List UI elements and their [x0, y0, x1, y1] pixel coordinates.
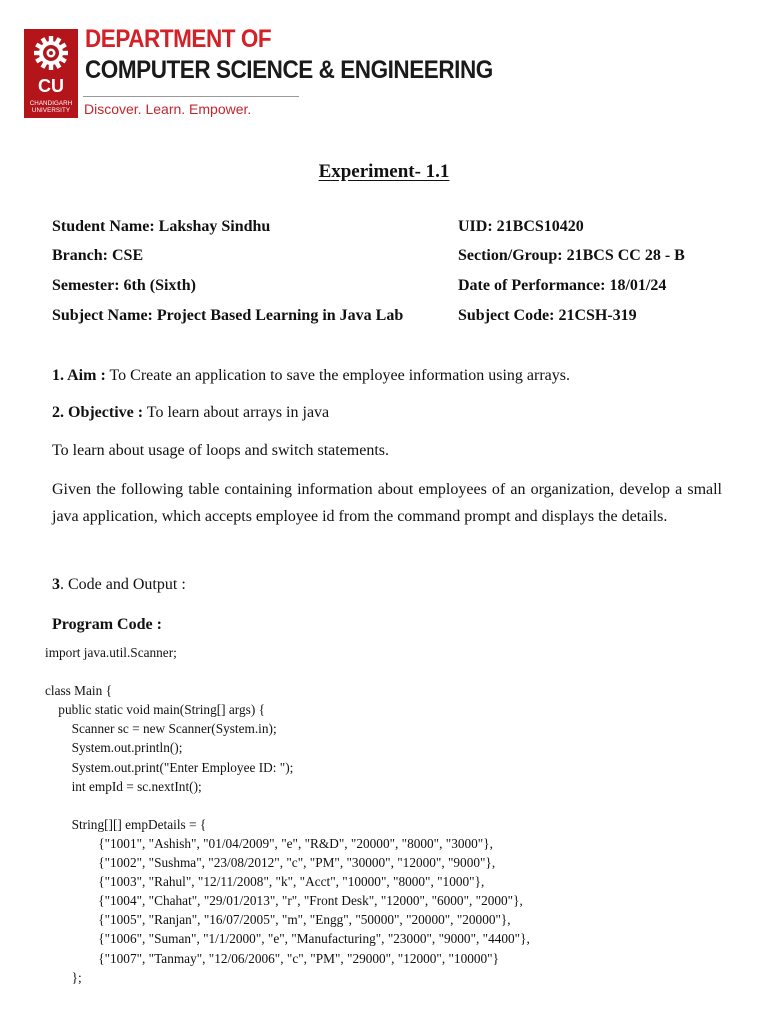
university-tagline: Discover. Learn. Empower.: [84, 101, 252, 117]
code-line: Scanner sc = new Scanner(System.in);: [45, 721, 277, 737]
aim-section: [52, 363, 722, 390]
university-logo: [24, 29, 78, 118]
code-line: System.out.println();: [45, 740, 183, 756]
code-line: public static void main(String[] args) {: [45, 702, 265, 718]
department-heading-line1: DEPARTMENT OF: [85, 25, 272, 53]
document-header: [24, 25, 493, 120]
code-line: {"1004", "Chahat", "29/01/2013", "r", "Front Desk", "12000", "6000", "2000"},: [45, 893, 523, 909]
code-line: import java.util.Scanner;: [45, 645, 177, 660]
code-line: {"1002", "Sushma", "23/08/2012", "c", "PM", "30000", "12000", "9000"},: [45, 855, 496, 871]
student-name: Student Name: Lakshay Sindhu: [52, 218, 271, 235]
code-output-heading: [52, 572, 722, 599]
aim-text: To Create an application to save the employee information using arrays.: [105, 367, 570, 384]
code-line: class Main {: [45, 683, 112, 699]
subject-code: Subject Code: 21CSH-319: [458, 307, 637, 324]
logo-initials: CU: [38, 76, 64, 96]
objective-section: [52, 400, 722, 427]
code-output-label: . Code and Output :: [60, 576, 186, 593]
objective-text: To learn about arrays in java: [143, 404, 330, 421]
aim-label: 1. Aim :: [52, 367, 106, 384]
code-line: {"1006", "Suman", "1/1/2000", "e", "Manufacturing", "23000", "9000", "4400"},: [45, 931, 530, 947]
program-code-listing: [45, 643, 745, 987]
experiment-title: Experiment- 1.1: [318, 161, 450, 182]
code-line: int empId = sc.nextInt();: [45, 778, 202, 794]
problem-description: Given the following table containing information about employees of an organization, develop a small java application, which accepts employee id from the command prompt and displays the details.: [52, 481, 722, 525]
department-heading-line2: COMPUTER SCIENCE & ENGINEERING: [85, 56, 493, 84]
branch: Branch: CSE: [52, 247, 144, 264]
code-line: {"1005", "Ranjan", "16/07/2005", "m", "Engg", "50000", "20000", "20000"},: [45, 912, 511, 928]
code-line: [45, 662, 745, 681]
code-output-number: 3: [52, 576, 60, 593]
code-line: String[][] empDetails = {: [45, 816, 207, 832]
section-group: Section/Group: 21BCS CC 28 - B: [458, 247, 685, 264]
gear-emblem-icon: [24, 29, 78, 81]
code-line: [45, 796, 745, 815]
program-code-label: Program Code :: [52, 616, 162, 633]
header-divider: [83, 96, 299, 97]
date-of-performance: Date of Performance: 18/01/24: [458, 277, 667, 294]
semester: Semester: 6th (Sixth): [52, 277, 196, 294]
logo-university-name: CHANDIGARH UNIVERSITY: [29, 100, 73, 114]
code-line: System.out.print("Enter Employee ID: ");: [45, 759, 294, 775]
code-line: };: [45, 969, 82, 985]
objective-extra: To learn about usage of loops and switch statements.: [52, 442, 390, 459]
student-uid: UID: 21BCS10420: [458, 218, 584, 235]
subject-name: Subject Name: Project Based Learning in Java Lab: [52, 307, 404, 324]
code-line: {"1001", "Ashish", "01/04/2009", "e", "R&D", "20000", "8000", "3000"},: [45, 835, 493, 851]
code-line: {"1007", "Tanmay", "12/06/2006", "c", "PM", "29000", "12000", "10000"}: [45, 950, 499, 966]
code-line: {"1003", "Rahul", "12/11/2008", "k", "Acct", "10000", "8000", "1000"},: [45, 874, 485, 890]
objective-label: 2. Objective :: [52, 404, 144, 421]
